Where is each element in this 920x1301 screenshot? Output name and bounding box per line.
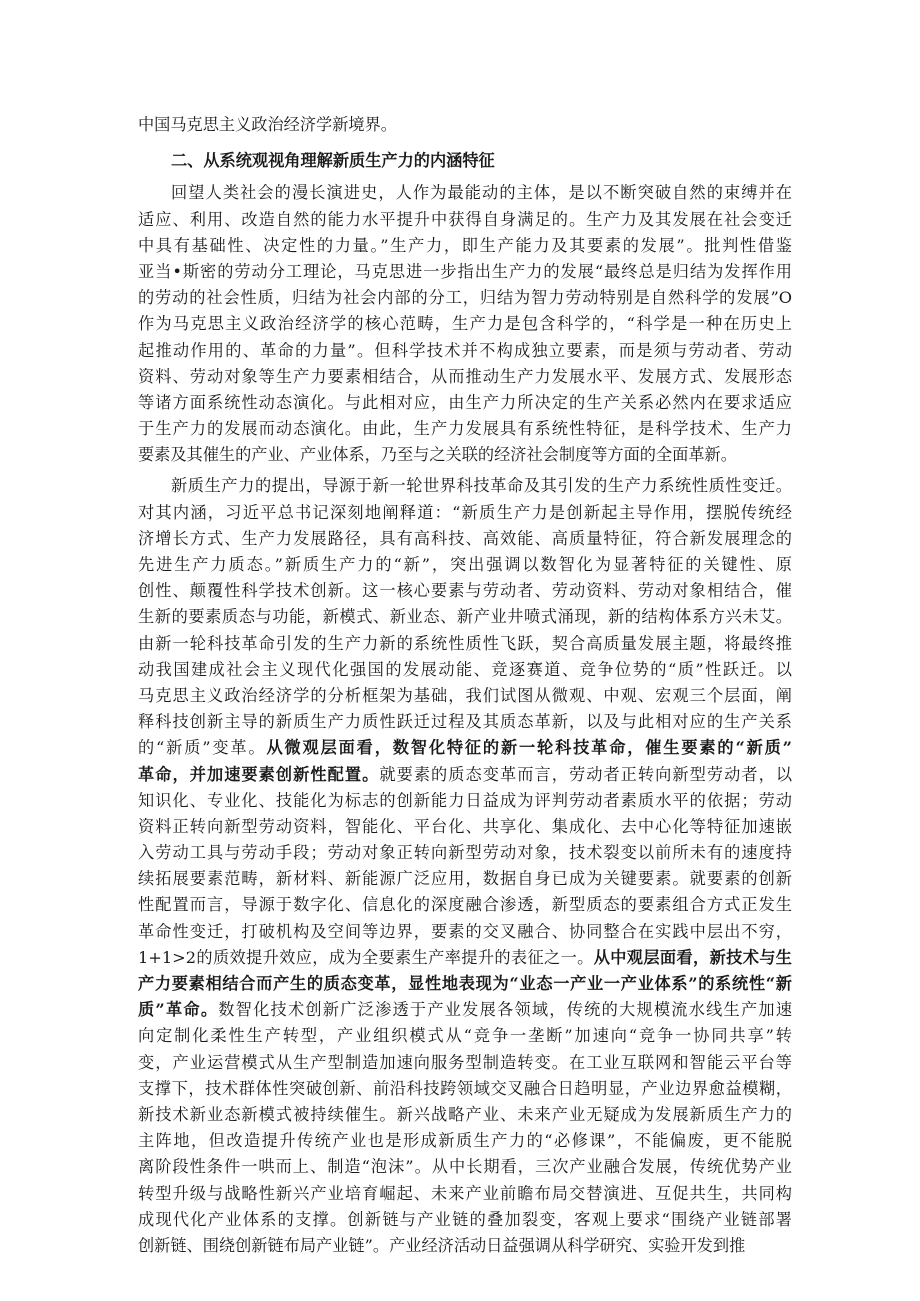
text-run: 数智化技术创新广泛渗透于产业发展各领域，传统的大规模流水线生产加速	[218, 1000, 792, 1020]
text-line: 资料、劳动对象等生产力要素相结合，从而推动生产力发展水平、发展方式、发展形态	[138, 366, 792, 386]
text-run: 主阵地，但改造提升传统产业也是形成新质生产力的“必修课”，不能偏废，更不能脱	[138, 1131, 792, 1151]
text-line: 亚当•斯密的劳动分工理论，马克思进一步指出生产力的发展“最终总是归结为发挥作用	[138, 261, 792, 281]
text-line	[138, 1128, 792, 1154]
text-line	[138, 1233, 792, 1259]
text-line: 于生产力的发展而动态演化。由此，生产力发展具有系统性特征，是科学技术、生产力	[138, 419, 792, 439]
text-run: 先进生产力质态。”新质生产力的“新”，突出强调以数智化为显著特征的关键性、原	[138, 555, 792, 574]
text-line	[138, 526, 792, 552]
text-line: 的劳动的社会性质，归结为社会内部的分工，归结为智力劳动特别是自然科学的发展”O	[138, 288, 792, 308]
text-line	[138, 657, 792, 683]
paragraph-2	[138, 473, 792, 1259]
bold-text-run: 从微观层面看，数智化特征的新一轮科技革命，催生要素的“新质”	[266, 738, 792, 758]
text-line: 适应、利用、改造自然的能力水平提升中获得自身满足的。生产力及其发展在社会变迁	[138, 209, 792, 229]
text-line	[138, 1076, 792, 1102]
text-run: 济增长方式、生产力发展路径，具有高科技、高效能、高质量特征，符合新发展理念的	[138, 528, 792, 548]
text-line	[138, 892, 792, 918]
text-run: 革命性变迁，打破机构及空间等边界，要素的交叉融合、协同整合在实践中层出不穷，	[138, 921, 792, 941]
text-run: 创新链、围绕创新链布局产业链”。产业经济活动日益强调从科学研究、实验开发到推	[138, 1235, 746, 1255]
text-line	[138, 945, 792, 971]
bold-text-run: 产力要素相结合而产生的质态变革，显性地表现为“业态一产业一产业体系”的系统性“新	[138, 974, 792, 993]
bold-text-run: 质”革命。	[138, 1000, 219, 1020]
text-line	[138, 997, 792, 1023]
text-run: 创性、颠覆性科学技术创新。这一核心要素与劳动者、劳动资料、劳动对象相结合，催	[138, 581, 792, 601]
text-line: 等诸方面系统性动态演化。与此相对应，由生产力所决定的生产关系必然内在要求适应	[138, 392, 792, 412]
text-line: 中具有基础性、决定性的力量。”生产力，即生产能力及其要素的发展”。批判性借鉴	[138, 235, 792, 255]
text-run: 离阶段性条件一哄而上、制造“泡沫”。从中长期看，三次产业融合发展，传统优势产业	[138, 1157, 792, 1177]
text-line	[138, 814, 792, 840]
text-run: 转型升级与战略性新兴产业培育崛起、未来产业前瞻布局交替演进、互促共生，共同构	[138, 1183, 792, 1203]
document-body	[138, 112, 792, 1259]
text-run: 由新一轮科技革命引发的生产力新的系统性质性飞跃，契合高质量发展主题，将最终推	[138, 633, 792, 653]
text-run: 释科技创新主导的新质生产力质性跃迁过程及其质态革新，以及与此相对应的生产关系	[138, 712, 792, 732]
text-run: 新质生产力的提出，导源于新一轮世界科技革命及其引发的生产力系统性质性变迁。	[171, 476, 792, 496]
text-line	[138, 500, 792, 526]
text-run: 向定制化柔性生产转型，产业组织模式从“竞争一垄断”加速向“竞争一协同共享”转	[138, 1026, 792, 1046]
text-run: 生新的要素质态与功能，新模式、新业态、新产业井喷式涌现，新的结构体系方兴未艾。	[138, 607, 792, 627]
text-line	[138, 1050, 792, 1076]
text-line	[138, 840, 792, 866]
text-line	[138, 604, 792, 630]
text-line	[138, 683, 792, 709]
text-line	[138, 1207, 792, 1233]
text-run: 1+1>2的质效提升效应，成为全要素生产率提升的表征之一。	[138, 947, 594, 967]
text-line: 作为马克思主义政治经济学的核心范畴，生产力是包含科学的，“科学是一种在历史上	[138, 314, 792, 334]
text-run: 支撑下，技术群体性突破创新、前沿科技跨领域交叉融合日趋明显，产业边界愈益模糊，	[138, 1078, 792, 1098]
text-line	[138, 1181, 792, 1207]
text-line: 起推动作用的、革命的力量”。但科学技术并不构成独立要素，而是须与劳动者、劳动	[138, 340, 792, 360]
text-line	[138, 1154, 792, 1180]
text-line	[138, 788, 792, 814]
text-line	[138, 709, 792, 735]
section-heading: 二、从系统观视角理解新质生产力的内涵特征	[171, 151, 495, 171]
text-line: 要素及其催生的产业、产业体系，乃至与之关联的经济社会制度等方面的全面革新。	[138, 445, 737, 465]
text-line	[138, 971, 792, 997]
text-line	[138, 919, 792, 945]
text-run: 动我国建成社会主义现代化强国的发展动能、竞逐赛道、竞争位势的“质”性跃迁。以	[138, 659, 792, 679]
text-line	[138, 1102, 792, 1128]
text-run: 就要素的质态变革而言，劳动者正转向新型劳动者，以	[379, 764, 792, 784]
text-run: 成现代化产业体系的支撑。创新链与产业链的叠加裂变，客观上要求“围绕产业链部署	[138, 1209, 792, 1229]
text-line	[138, 631, 792, 657]
bold-text-run: 从中观层面看，新技术与生	[593, 947, 792, 967]
paragraph-tail: 中国马克思主义政治经济学新境界。	[138, 115, 397, 134]
text-line: 回望人类社会的漫长演进史，人作为最能动的主体，是以不断突破自然的束缚并在	[171, 183, 792, 203]
text-run: 资料正转向新型劳动资料，智能化、平台化、共享化、集成化、去中心化等特征加速嵌	[138, 816, 792, 836]
text-run: 变，产业运营模式从生产型制造加速向服务型制造转变。在工业互联网和智能云平台等	[138, 1052, 792, 1072]
paragraph-1	[138, 180, 792, 468]
text-run: 性配置而言，导源于数字化、信息化的深度融合渗透，新型质态的要素组合方式正发生	[138, 895, 792, 915]
text-line	[138, 578, 792, 604]
text-run: 马克思主义政治经济学的分析框架为基础，我们试图从微观、中观、宏观三个层面，阐	[138, 685, 792, 705]
text-line	[138, 866, 792, 892]
text-run: 的“新质”变革。	[138, 738, 267, 758]
text-run: 知识化、专业化、技能化为标志的创新能力日益成为评判劳动者素质水平的依据；劳动	[138, 790, 792, 810]
text-run: 新技术新业态新模式被持续催生。新兴战略产业、未来产业无疑成为发展新质生产力的	[138, 1104, 792, 1124]
text-run: 对其内涵，习近平总书记深刻地阐释道：“新质生产力是创新起主导作用，摆脱传统经	[138, 502, 792, 522]
text-line	[138, 473, 792, 499]
text-run: 入劳动工具与劳动手段；劳动对象正转向新型劳动对象，技术裂变以前所未有的速度持	[138, 843, 792, 863]
text-line	[138, 735, 792, 761]
text-run: 续拓展要素范畴，新材料、新能源广泛应用，数据自身已成为关键要素。就要素的创新	[138, 869, 792, 889]
text-line	[138, 552, 792, 578]
text-line	[138, 1023, 792, 1049]
text-line	[138, 762, 792, 788]
bold-text-run: 革命，并加速要素创新性配置。	[138, 764, 380, 784]
